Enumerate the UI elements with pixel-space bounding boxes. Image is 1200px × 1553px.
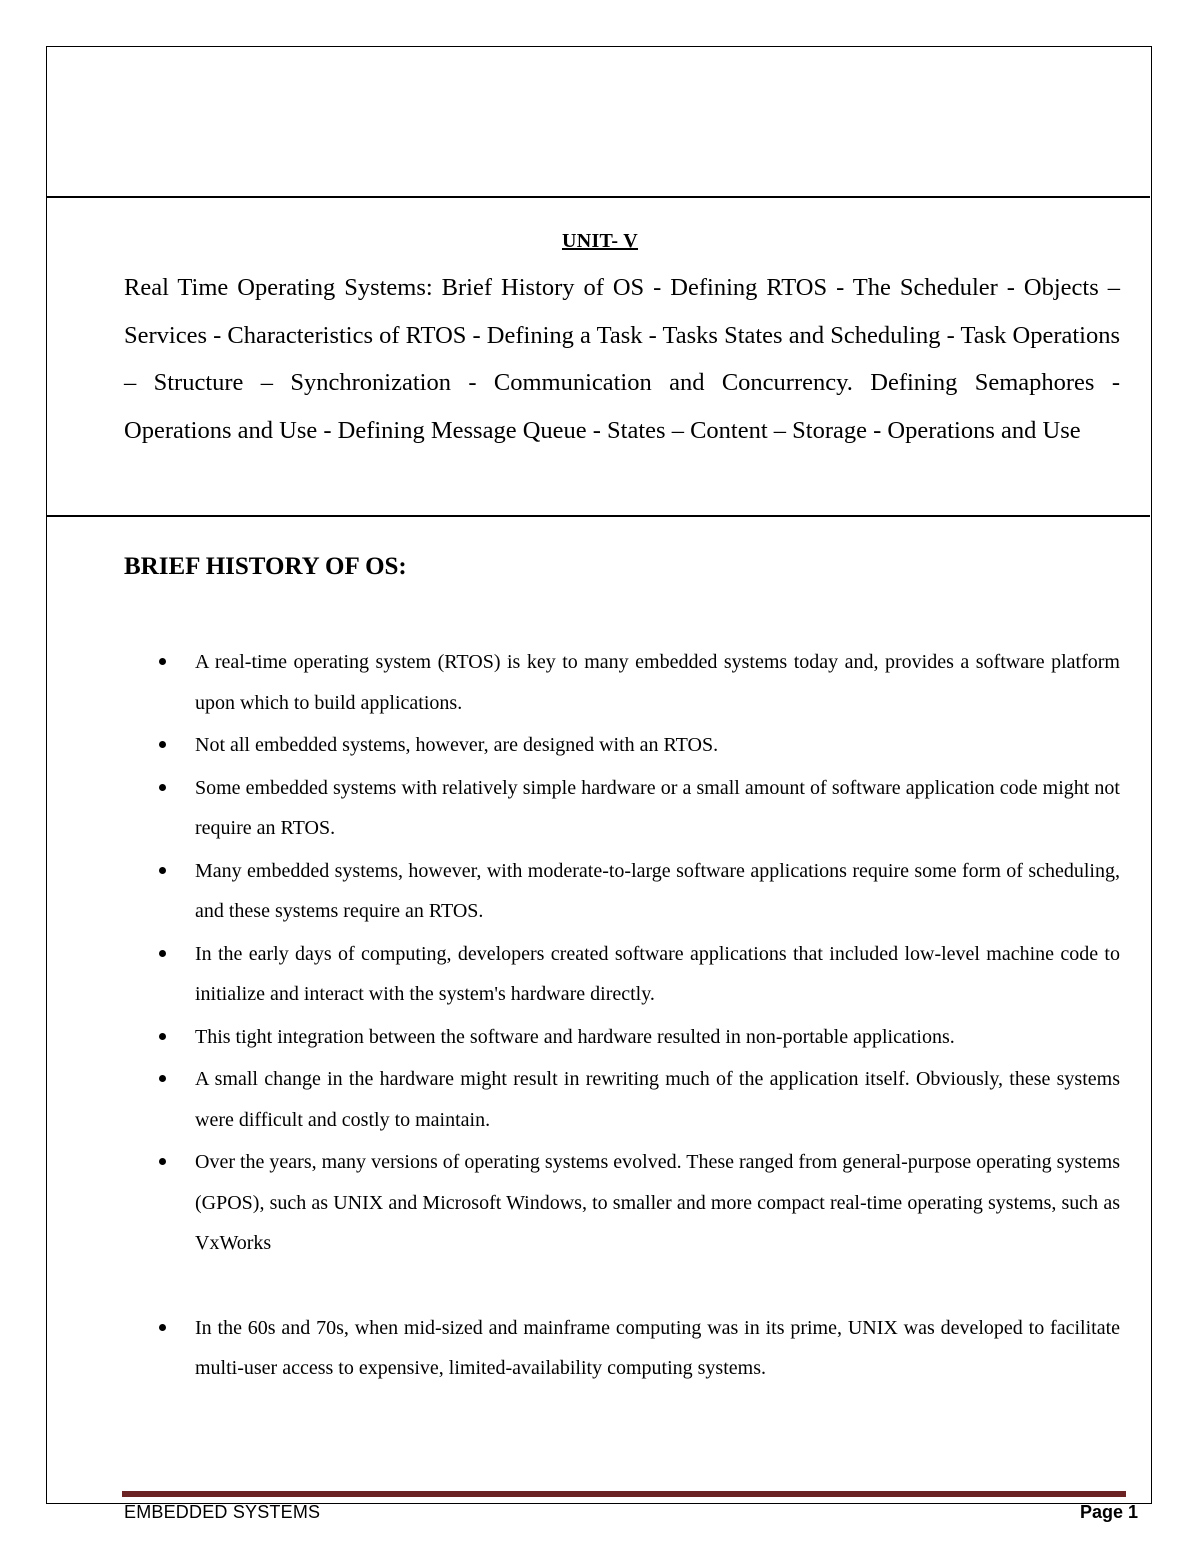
- bullet-dot-icon: [159, 741, 166, 748]
- list-item: [124, 768, 1120, 849]
- bullet-dot-icon: [159, 1324, 166, 1331]
- list-item: [124, 1059, 1120, 1140]
- list-item-text: Many embedded systems, however, with moderate-to-large software applications require some form of scheduling, and these systems require an RTOS.: [195, 859, 1120, 922]
- bullet-dot-icon: [159, 1158, 166, 1165]
- list-item-text: In the 60s and 70s, when mid-sized and mainframe computing was in its prime, UNIX was developed to facilitate multi-user access to expensive, limited-availability computing systems.: [195, 1316, 1120, 1379]
- page-number: Page 1: [1080, 1502, 1139, 1522]
- bullet-list: [124, 642, 1120, 1391]
- list-item-text: In the early days of computing, developers created software applications that included low-level machine code to initialize and interact with the system's hardware directly.: [195, 942, 1120, 1005]
- bullet-dot-icon: [159, 950, 166, 957]
- list-item-text: This tight integration between the software and hardware resulted in non-portable applications.: [195, 1025, 955, 1048]
- unit-title: UNIT- V: [561, 230, 639, 252]
- list-item-text: Not all embedded systems, however, are designed with an RTOS.: [195, 734, 719, 756]
- unit-syllabus: Real Time Operating Systems: Brief History of OS - Defining RTOS - The Scheduler - Objects – Services - Characteristics of RTOS - Defining a Task - Tasks States and Scheduling - Task Operations – Structure – Synchronization - Communication and Concurrency. Defining Semaphores - Operations and Use - Defining Message Queue - States – Content – Storage - Operations and Use: [124, 274, 1120, 444]
- bullet-dot-icon: [159, 1033, 166, 1040]
- section-heading: BRIEF HISTORY OF OS:: [124, 553, 407, 580]
- bullet-dot-icon: [159, 1075, 166, 1082]
- header-divider: [46, 196, 1150, 198]
- list-item: [124, 725, 1120, 766]
- list-item: [124, 851, 1120, 932]
- list-item-text: A small change in the hardware might result in rewriting much of the application itself. Obviously, these systems were difficult and costly to maintain.: [195, 1068, 1120, 1131]
- footer-bar: [122, 1491, 1126, 1497]
- footer-title: EMBEDDED SYSTEMS: [124, 1502, 321, 1522]
- syllabus-divider: [46, 515, 1150, 517]
- bullet-dot-icon: [159, 658, 166, 665]
- list-item-text: A real-time operating system (RTOS) is key to many embedded systems today and, provides a software platform upon which to build applications.: [195, 651, 1120, 714]
- list-item-text: Over the years, many versions of operating systems evolved. These ranged from general-purpose operating systems (GPOS), such as UNIX and Microsoft Windows, to smaller and more compact real-time operating systems, such as VxWorks: [195, 1151, 1120, 1254]
- list-item: [124, 1017, 1120, 1058]
- bullet-dot-icon: [159, 867, 166, 874]
- list-item: [124, 642, 1120, 723]
- list-item-text: Some embedded systems with relatively simple hardware or a small amount of software application code might not require an RTOS.: [195, 776, 1120, 839]
- list-item: [124, 934, 1120, 1015]
- bullet-dot-icon: [159, 784, 166, 791]
- list-item: [124, 1308, 1120, 1389]
- list-item: [124, 1142, 1120, 1264]
